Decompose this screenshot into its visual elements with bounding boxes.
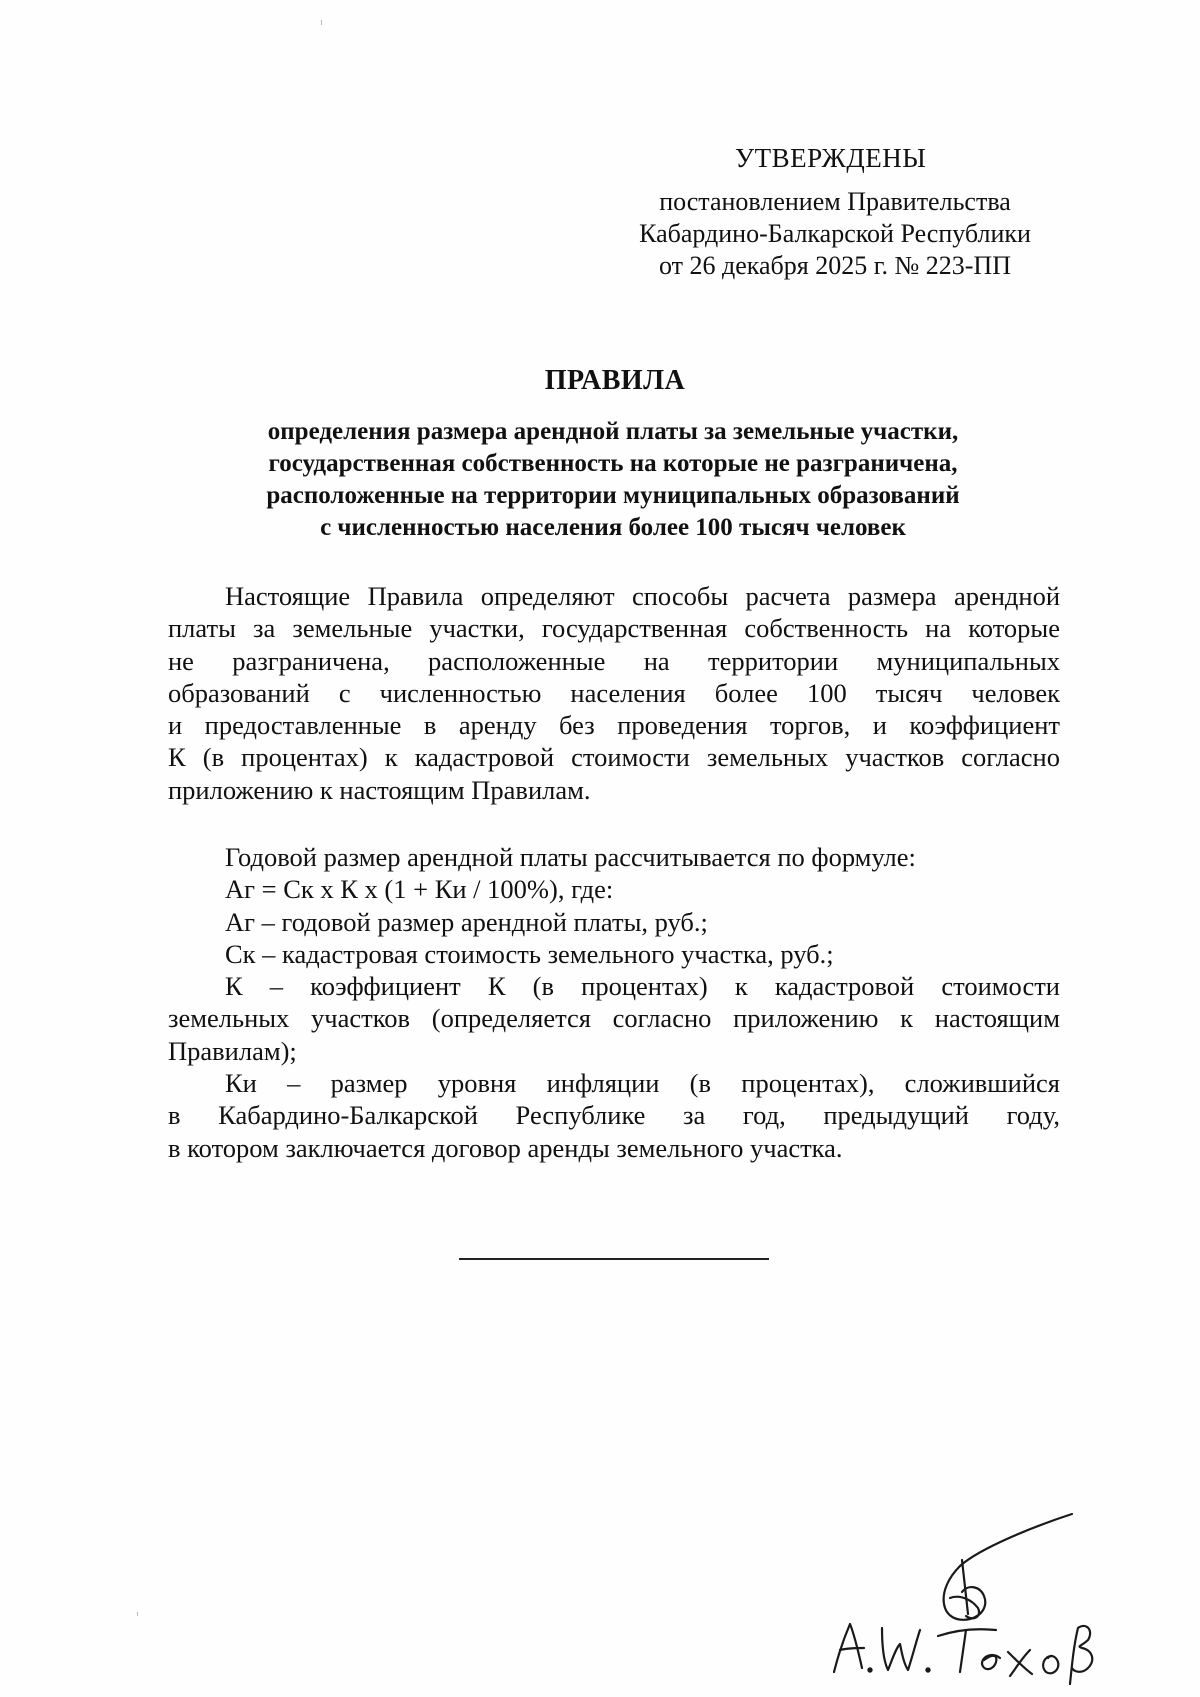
signature-drawing (820, 1488, 1120, 1688)
signature-stroke (1070, 1626, 1092, 1684)
approval-line: от 26 декабря 2025 г. № 223-ПП (658, 251, 1011, 280)
approval-heading: УТВЕРЖДЕНЫ (735, 143, 927, 173)
closing-divider (459, 1258, 769, 1260)
formula-term: Аг – годовой размер арендной платы, руб.; (225, 906, 708, 937)
subtitle-line: определения размера арендной платы за земельные участки, (267, 418, 959, 445)
paragraph-line: образований с численностью населения более 100 тысяч человек (168, 677, 1060, 708)
paragraph-formula (168, 841, 1060, 1164)
paragraph-line: К (в процентах) к кадастровой стоимости земельных участков согласно (168, 742, 1060, 773)
paragraph-scope (168, 580, 1060, 806)
formula-term: Ск – кадастровая стоимость земельного участка, руб.; (225, 938, 834, 969)
subtitle-line: расположенные на территории муниципальных образований (266, 482, 960, 509)
signature-dot (926, 1668, 929, 1671)
document-subtitle (218, 416, 1008, 544)
formula-term: К – коэффициент К (в процентах) к кадастровой стоимости (225, 971, 1060, 1002)
signature-stroke (960, 1630, 966, 1672)
paragraph-line: не разграничена, расположенные на территории муниципальных (168, 645, 1060, 676)
subtitle-line: с численностью населения более 100 тысяч человек (320, 514, 906, 541)
formula-term: в котором заключается договор аренды земельного участка. (168, 1132, 843, 1163)
paragraph-line: платы за земельные участки, государственная собственность на которые (168, 613, 1060, 644)
formula-term: земельных участков (определяется согласно приложению к настоящим (168, 1003, 1060, 1034)
scan-speck (321, 20, 322, 25)
signature-stroke (1043, 1656, 1058, 1673)
signature-stroke (982, 1655, 1000, 1669)
scan-speck (137, 1612, 138, 1616)
formula-term: в Кабардино-Балкарской Республике за год, предыдущий году, (168, 1100, 1060, 1131)
signature-stroke (1008, 1650, 1032, 1676)
paragraph-line: приложению к настоящим Правилам. (168, 774, 591, 805)
approval-line: постановлением Правительства (659, 187, 1011, 216)
signature-stroke (950, 1597, 979, 1619)
signature-dot (868, 1668, 871, 1671)
signature-stroke (840, 1648, 864, 1650)
handwritten-signature (820, 1488, 1120, 1688)
paragraph-line: Настоящие Правила определяют способы расчета размера арендной (225, 581, 1060, 611)
signature-stroke (882, 1628, 920, 1670)
approval-block (600, 186, 1070, 282)
paragraph-line: и предоставленные в аренду без проведения торгов, и коэффициент (168, 710, 1060, 741)
formula-intro: Годовой размер арендной платы рассчитывается по формуле: (225, 842, 916, 872)
subtitle-line: государственная собственность на которые не разграничена, (268, 450, 958, 477)
formula-term: Ки – размер уровня инфляции (в процентах), сложившийся (225, 1068, 1060, 1099)
formula-term: Правилам); (168, 1035, 297, 1066)
formula: Аг = Ск х К х (1 + Ки / 100%), где: (225, 874, 614, 905)
approval-line: Кабардино-Балкарской Республики (639, 219, 1031, 248)
document-title: ПРАВИЛА (544, 365, 686, 396)
